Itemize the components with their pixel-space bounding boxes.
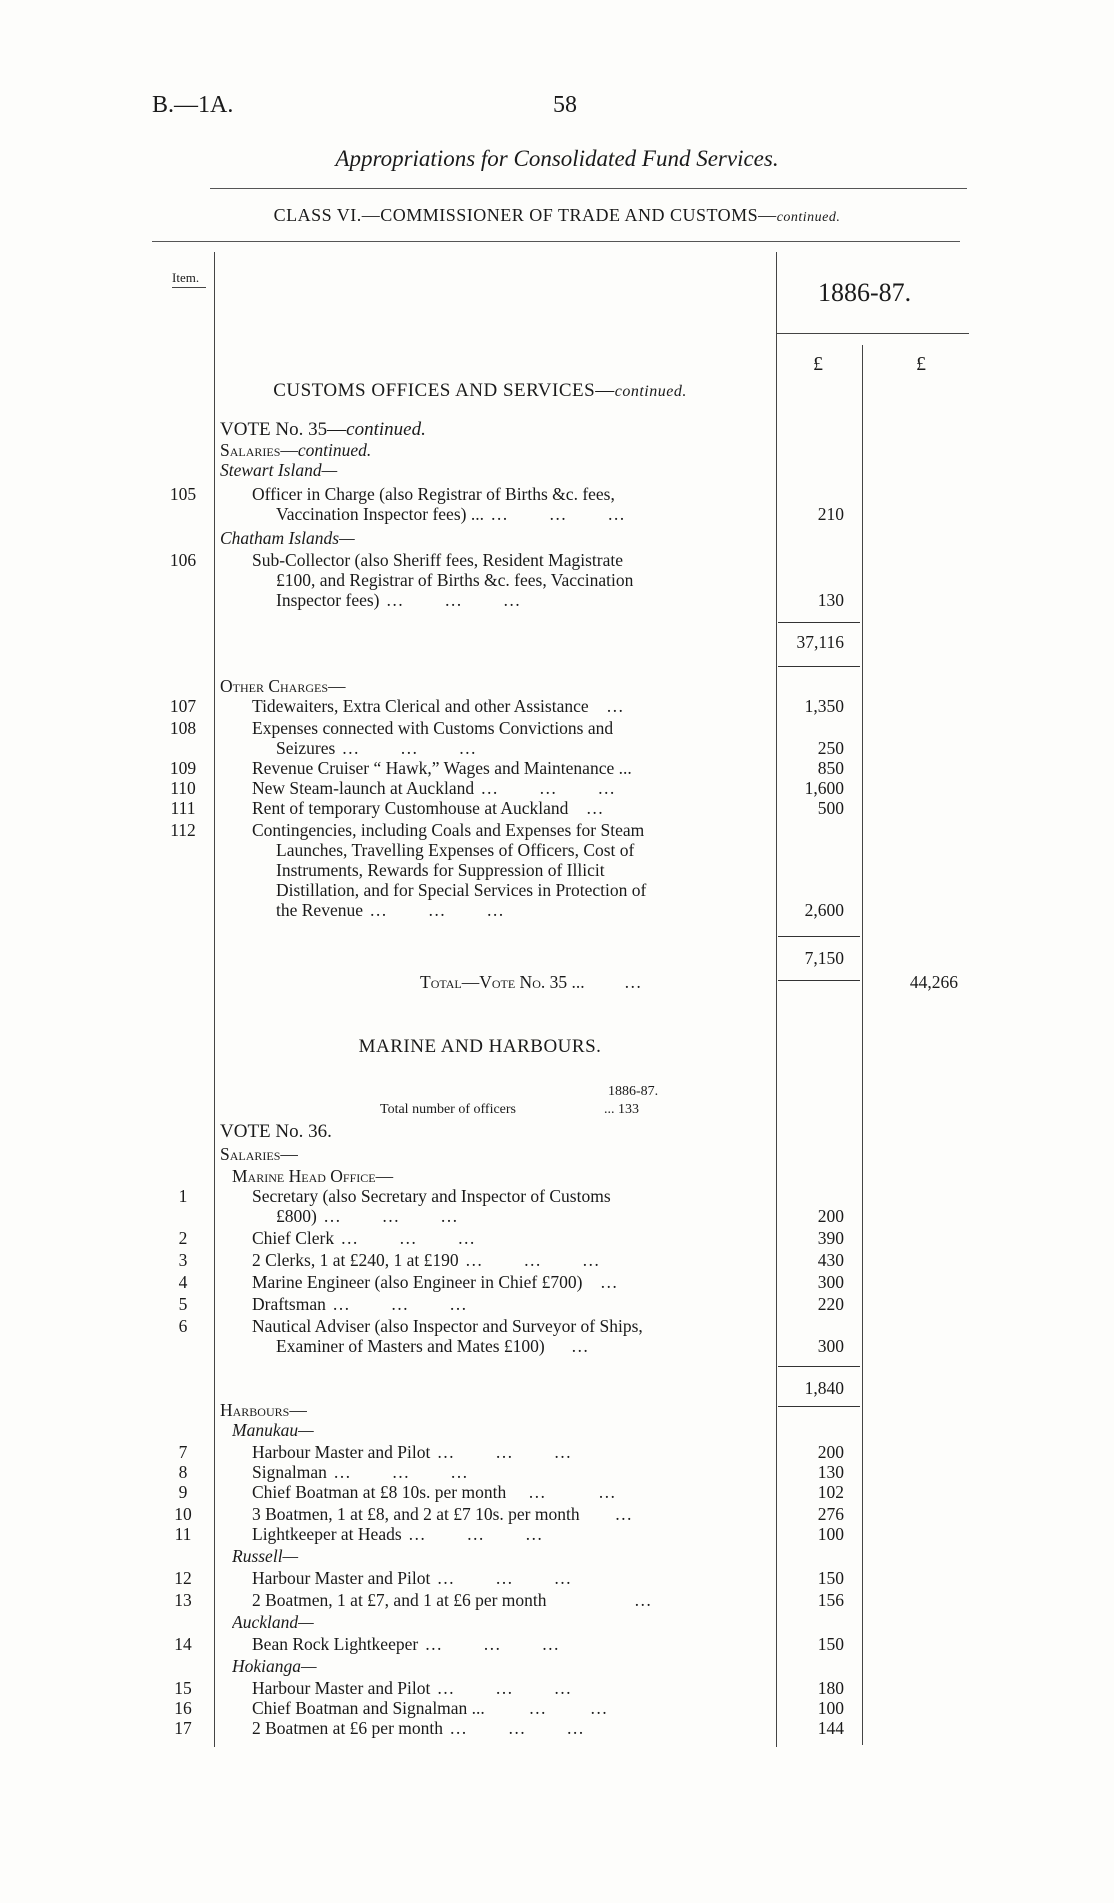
table-row-1: 1 Secretary (also Secretary and Inspector of Customs — [178, 1186, 611, 1206]
stewart-island-subheading: Stewart Island— — [220, 460, 338, 480]
table-row-105-cont: Vaccination Inspector fees) ... … … … 210 — [0, 504, 1114, 524]
table-row-1-cont: £800) … … … 200 — [0, 1206, 1114, 1226]
marine-head-office-subheading: Marine Head Office— — [232, 1166, 394, 1186]
officers-year: 1886-87. — [608, 1084, 659, 1099]
table-row-112-cont3: Distillation, and for Special Services in Protection of — [276, 880, 647, 900]
class-title: CLASS VI.—COMMISSIONER OF TRADE AND CUSTOMS—continued. — [273, 205, 841, 225]
subtotal-head-office-row: 1,840 — [804, 1378, 844, 1398]
table-row-6-cont: Examiner of Masters and Mates £100) … 300 — [276, 1336, 844, 1356]
table-row-15: 15 Harbour Master and Pilot … … … 180 — [0, 1678, 1114, 1698]
table-row-3: 3 2 Clerks, 1 at £240, 1 at £190 … … … 430 — [0, 1250, 1114, 1270]
subtotal-salaries-row: 37,116 — [796, 632, 844, 652]
pound-sign-total: £ — [916, 353, 926, 375]
table-row-9: 9 Chief Boatman at £8 10s. per month … … 102 — [178, 1482, 844, 1502]
item-column-header: Item. — [172, 270, 200, 285]
table-row-107: 107 Tidewaiters, Extra Clerical and other Assistance … 1,350 — [169, 696, 844, 716]
table-row-108-cont: Seizures … … … 250 — [0, 738, 1114, 758]
pound-sign-detail: £ — [813, 353, 823, 375]
table-row-112: 112 Contingencies, including Coals and Expenses for Steam — [170, 820, 645, 840]
table-row-6: 6 Nautical Adviser (also Inspector and Surveyor of Ships, — [178, 1316, 643, 1336]
table-row-13: 13 2 Boatmen, 1 at £7, and 1 at £6 per month … 156 — [174, 1590, 844, 1610]
salaries-subheading: Salaries—continued. — [220, 440, 372, 460]
table-row-14: 14 Bean Rock Lightkeeper … … … 150 — [0, 1634, 1114, 1654]
table-row-2: 2 Chief Clerk … … … 390 — [0, 1228, 1114, 1248]
item-header-rule — [172, 287, 206, 288]
table-row-112-cont1: Launches, Travelling Expenses of Officers, Cost of — [276, 840, 635, 860]
table-row-106-cont2: Inspector fees) … … … 130 — [0, 590, 1114, 610]
officers-count: ... 133 — [604, 1102, 639, 1117]
hokianga-subheading: Hokianga— — [232, 1656, 317, 1676]
year-column-header: 1886-87. — [818, 278, 912, 307]
table-row-4: 4 Marine Engineer (also Engineer in Chief £700) … 300 — [178, 1272, 844, 1292]
class-rule — [152, 241, 960, 242]
section-heading-customs: CUSTOMS OFFICES AND SERVICES—continued. — [273, 380, 687, 401]
vote-35-heading: VOTE No. 35—continued. — [220, 420, 426, 440]
table-row-12: 12 Harbour Master and Pilot … … … 150 — [0, 1568, 1114, 1588]
table-row-109: 109 Revenue Cruiser “ Hawk,” Wages and Maintenance ... 850 — [169, 758, 844, 778]
page-title: Appropriations for Consolidated Fund Services. — [335, 146, 779, 171]
vote-36-heading: VOTE No. 36. — [220, 1122, 332, 1142]
subtotal-rule — [778, 1366, 860, 1367]
chatham-islands-subheading: Chatham Islands— — [220, 528, 355, 548]
total-vote-35-row: Total—Vote No. 35 ... … 44,266 — [420, 972, 958, 992]
table-row-8: 8 Signalman … … … 130 — [0, 1462, 1114, 1482]
table-row-5: 5 Draftsman … … … 220 — [0, 1294, 1114, 1314]
page-number: 58 — [553, 92, 577, 118]
table-row-105: 105 Officer in Charge (also Registrar of Births &c. fees, — [169, 484, 615, 504]
table-row-106: 106 Sub-Collector (also Sheriff fees, Resident Magistrate — [169, 550, 623, 570]
table-row-111: 111 Rent of temporary Customhouse at Auckland … 500 — [170, 798, 844, 818]
russell-subheading: Russell— — [232, 1546, 299, 1566]
table-row-110: 110 New Steam-launch at Auckland … … … 1,600 — [0, 778, 1114, 798]
subtotal-rule — [778, 622, 860, 623]
subtotal-rule — [778, 936, 860, 937]
year-header-rule — [777, 333, 969, 334]
other-charges-subheading: Other Charges— — [220, 676, 346, 696]
table-row-7: 7 Harbour Master and Pilot … … … 200 — [0, 1442, 1114, 1462]
officers-label: Total number of officers — [380, 1102, 516, 1117]
table-row-108: 108 Expenses connected with Customs Convictions and — [169, 718, 614, 738]
subtotal-rule — [778, 666, 860, 667]
table-row-112-cont2: Instruments, Rewards for Suppression of Illicit — [276, 860, 605, 880]
harbours-subheading: Harbours— — [220, 1400, 307, 1420]
table-row-17: 17 2 Boatmen at £6 per month … … … 144 — [0, 1718, 1114, 1738]
subtotal-other-row: 7,150 — [804, 948, 844, 968]
section-heading-marine: MARINE AND HARBOURS. — [358, 1036, 602, 1057]
document-reference: B.—1A. — [152, 92, 234, 118]
manukau-subheading: Manukau— — [232, 1420, 314, 1440]
table-row-11: 11 Lightkeeper at Heads … … … 100 — [0, 1524, 1114, 1544]
table-row-106-cont1: £100, and Registrar of Births &c. fees, Vaccination — [276, 570, 634, 590]
table-row-112-cont4: the Revenue … … … 2,600 — [0, 900, 1114, 920]
header-rule — [210, 188, 967, 189]
table-row-16: 16 Chief Boatman and Signalman ... … … 100 — [174, 1698, 844, 1718]
table-row-10: 10 3 Boatmen, 1 at £8, and 2 at £7 10s. per month … 276 — [174, 1504, 844, 1524]
salaries-subheading: Salaries— — [220, 1144, 298, 1164]
auckland-subheading: Auckland— — [232, 1612, 314, 1632]
